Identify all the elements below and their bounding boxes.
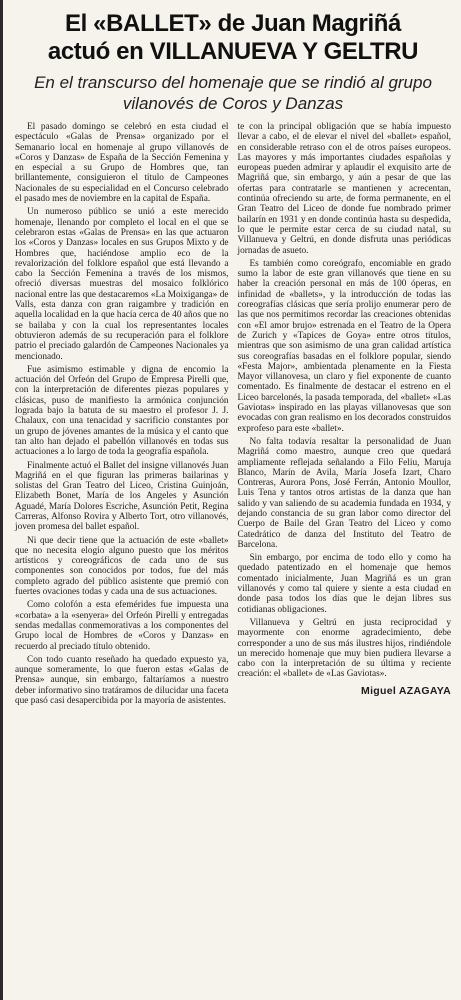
- column-left: [15, 122, 229, 709]
- column-right: [238, 122, 452, 709]
- paragraph: Finalmente actuó el Ballet del insigne villanovés Juan Magriñá en el que figuran las primeras bailarinas y solistas del Gran Teatro del Liceo, Cristina Guinjoán, Elizabeth Bonet, María de los Angeles y Asunción Aguadé, María Dolores Escriche, Asunción Petit, Regina Carreras, Alfonso Rovira y Alberto Tort, otro villanovés, joven promesa del ballet español.: [15, 460, 229, 533]
- paragraph: Villanueva y Geltrú en justa reciprocidad y mayormente con enorme agradecimiento, debe corresponder a uno de sus más ilustres hijos, rindiéndole un merecido homenaje que muy bien pudiera llevarse a cabo con la interpretación de su última y reciente creación: el «ballet» de «Las Gaviotas».: [237, 617, 451, 680]
- paragraph: Es también como coreógrafo, encomiable en grado sumo la labor de este gran villanovés que tiene en su haber la creación personal en más de 100 óperas, en infinidad de «ballets», y la introducción de todas las coreografías clásicas que sería prolijo enumerar pero de las que nos permitimos recordar las creaciones obtenidas con «El amor brujo» estrenada en el Teatro de la Opera de Zurich y «Tapices de Goya» entre otros títulos, mientras que son asimismo de una gran calidad artística sus coreografías basadas en el folklore popular, siendo «Festa Major», ambientada plenamente en la Fiesta Mayor villanovesa, un claro y fiel exponente de cuanto comentado. Es finalmente de destacar el estreno en el Liceo barcelonés, la pasada temporada, del «ballet» «Las Gaviotas» inspirado en las playas villanovesas que son evocadas con gran realismo en los decorados construidos exprofeso para este «ballet».: [237, 258, 451, 434]
- paragraph: Como colofón a esta efemérides fue impuesta una «corbata» a la «senyera» del Orfeón Pirelli y entregadas sendas medallas conmemorativas a los componentes del Grupo local de Hombres de «Coros y Danzas» en recuerdo al preciado título obtenido.: [15, 600, 229, 652]
- article-body: [15, 122, 451, 709]
- subheadline: En el transcurso del homenaje que se rindió al grupo vilanovés de Coros y Danzas: [34, 73, 432, 113]
- paragraph: te con la principal obligación que se había impuesto llevar a cabo, el de elevar el nivel del «ballet» español, en considerable retraso con el de otros países europeos. Las mayores y más importantes ciudades españolas y europeas pueden admirar y aplaudir el exquisito arte de Magriñá que, sin embargo, y aún a pesar de que las ofertas para contratarle se mantienen y acrecentan, continúa ofreciendo su arte, de forma permanente, en el Gran Teatro del Liceo de donde fue nombrado primer bailarín en 1931 y en donde continúa hasta su despedida, lo que le permite estar cerca de su ciudad natal, su Villanueva y Geltrú, en donde disfruta unas periódicas jornadas de asueto.: [237, 122, 451, 256]
- paragraph: Con todo cuanto reseñado ha quedado expuesto ya, aunque someramente, lo que fueron estas «Galas de Prensa» aunque, sin embargo, faltaríamos a nuestro deber informativo sino tratáramos de dilucidar una faceta que pasó casi desapercibida por la mayoría de asistentes.: [15, 654, 229, 707]
- paragraph: Un numeroso público se unió a este merecido homenaje, llenando por completo el local en el que se celebraron estas «Galas de Prensa» en las que actuaron los «Coros y Danzas» locales en sus Grupos Mixto y de Hombres que, haciéndose amplio eco de la revalorización del folklore español que está llevando a cabo la Sección Femenina a través de los mismos, ofreció diversas muestras del mosaico folklórico nacional entre las que destacaremos «La Moixiganga» de Valls, esta danza con gran raigambre y tradición en aquella localidad en la que hacía cerca de 40 años que no se bailaba y con la cual los representantes locales obtuvieron además de su recuperación para el folklore patrio el preciado galardón de Campeones Nacionales ya mencionado.: [15, 207, 229, 362]
- paragraph: Fue asimismo estimable y digna de encomio la actuación del Orfeón del Grupo de Empresa Pirelli que, con la interpretación de diferentes piezas populares y clásicas, puso de manifiesto la armónica conjunción lograda bajo la batuta de su maestro el profesor J. J. Chalaux, con una tenacidad y sacrificio constantes por un grupo de jóvenes amantes de la música y el canto que tan alto han dejado el pabellón villanovés en todas sus actuaciones a lo largo de toda la geografía española.: [15, 364, 229, 458]
- headline-line-1: El «BALLET» de Juan Magriñá: [65, 10, 401, 37]
- paragraph: El pasado domingo se celebró en esta ciudad el espectáculo «Galas de Prensa» organizado por el Semanario local en homenaje al grupo villanovés de «Coros y Danzas» de España de la Sección Femenina y en especial a su Grupo de Hombres que, tan brillantemente, consiguieron el título de Campeones Nacionales de su especialidad en el Concurso celebrado el pasado mes de noviembre en la capital de España.: [15, 122, 229, 205]
- paragraph: Ni que decir tiene que la actuación de este «ballet» que no necesita elogio alguno puesto que los méritos artísticos y coreográficos de cada uno de sus componentes son conocidos por todos, fue del más completo agrado del público asistente que premió con fuertes ovaciones todas y cada una de sus actuaciones.: [15, 535, 229, 598]
- paragraph: No falta todavía resaltar la personalidad de Juan Magriñá como maestro, aunque creo que quedará ampliamente reflejada señalando a Filo Feliu, Maruja Blanco, Marín de Avila, María Josefa Izart, Charo Contreras, Aurora Pons, José Ferrán, Antonio Moullor, Luis Tena y tantos otros artistas de la danza que han salido y van saliendo de su academia fundada en 1934, y dejando constancia de su gran labor como director del Cuerpo de Baile del Gran Teatro del Liceo y como Catedrático de danza del Instituto del Teatro de Barcelona.: [237, 436, 451, 550]
- paragraph: Sin embargo, por encima de todo ello y como ha quedado patentizado en el homenaje que hemos comentado inicialmente, Juan Magriñá es un gran villanovés y como tal quiere y siente a esta ciudad en donde pasa todos los días que le dejan libres sus cotidianas obligaciones.: [237, 553, 451, 615]
- headline: [15, 10, 451, 66]
- headline-line-2: actuó en VILLANUEVA Y GELTRU: [47, 38, 419, 65]
- author-byline: Miguel AZAGAYA: [361, 684, 451, 697]
